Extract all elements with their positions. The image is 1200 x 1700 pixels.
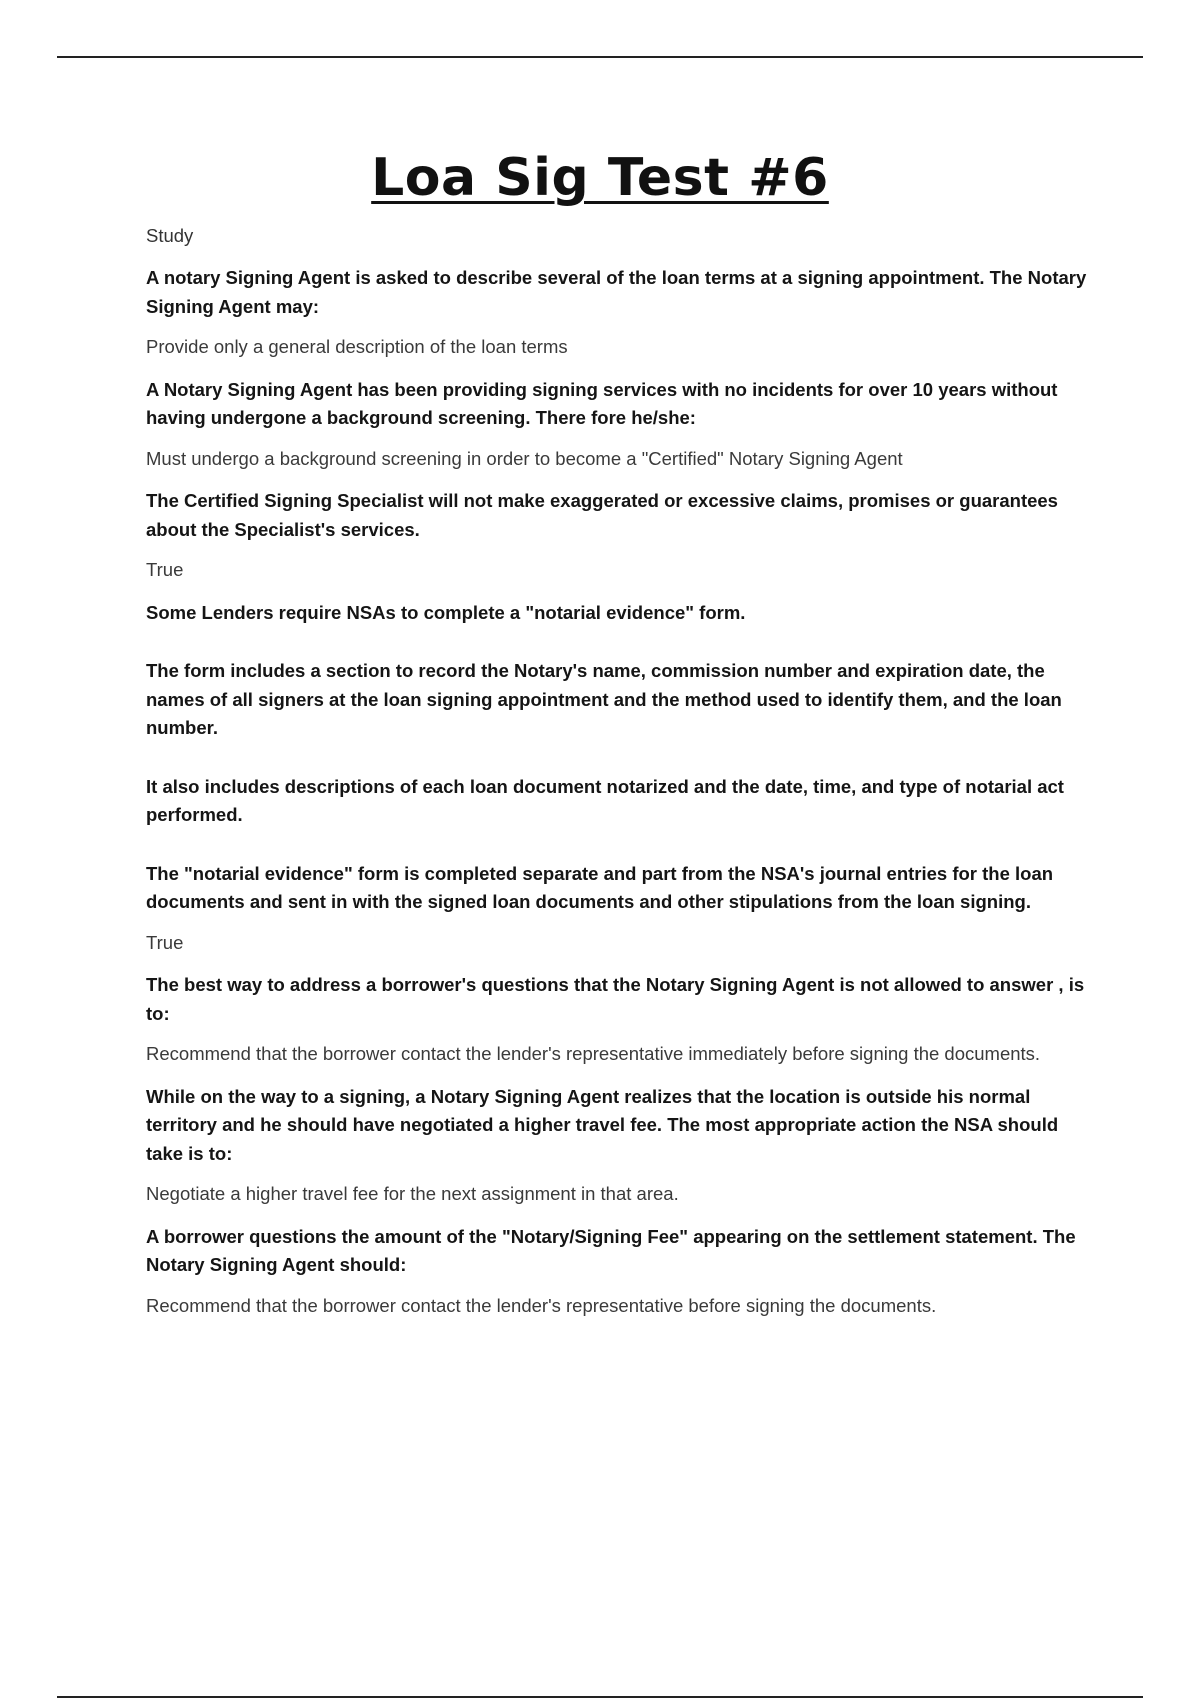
question-text: The form includes a section to record the Notary's name, commission number and expiration date, the names of all signers at the loan signing appointment and the method used to identify them, and the loan number. — [146, 660, 1062, 738]
question-6 — [146, 1083, 1096, 1169]
question-text: The "notarial evidence" form is completed separate and part from the NSA's journal entries for the loan documents and sent in with the signed loan documents and other stipulations from the loan signing. — [146, 862, 1054, 912]
question-text: The best way to address a borrower's questions that the Notary Signing Agent is not allowed to answer , is to: — [146, 974, 1085, 1024]
question-text: While on the way to a signing, a Notary Signing Agent realizes that the location is outside his normal territory and he should have negotiated a higher travel fee. The most appropriate action the NSA should take is to: — [146, 1085, 1059, 1164]
document-body — [146, 222, 1096, 1334]
answer-5: Recommend that the borrower contact the lender's representative immediately before signing the documents. — [146, 1043, 1041, 1064]
question-text: Some Lenders require NSAs to complete a "notarial evidence" form. — [146, 601, 746, 623]
question-1 — [146, 264, 1096, 321]
question-text: A borrower questions the amount of the "Notary/Signing Fee" appearing on the settlement statement. The Notary Signing Agent should: — [146, 1225, 1076, 1275]
question-3 — [146, 487, 1096, 544]
question-4 — [146, 599, 1096, 917]
question-7 — [146, 1223, 1096, 1280]
answer-2: Must undergo a background screening in order to become a "Certified" Notary Signing Agent — [146, 447, 903, 469]
answer-6: Negotiate a higher travel fee for the next assignment in that area. — [146, 1183, 679, 1204]
question-text: A notary Signing Agent is asked to describe several of the loan terms at a signing appointment. The Notary Signing Agent may: — [146, 267, 1087, 317]
question-2 — [146, 376, 1096, 433]
answer-4: True — [146, 931, 184, 953]
top-rule — [57, 56, 1143, 58]
question-text: The Certified Signing Specialist will not make exaggerated or excessive claims, promises or guarantees about the Specialist's services. — [146, 490, 1058, 540]
answer-3: True — [146, 559, 184, 580]
answer-1: Provide only a general description of the loan terms — [146, 336, 568, 357]
page-title-text: Loa Sig Test #6 — [371, 148, 829, 208]
bottom-rule — [57, 1696, 1143, 1698]
answer-7: Recommend that the borrower contact the lender's representative before signing the documents. — [146, 1294, 937, 1316]
subtitle: Study — [146, 225, 194, 246]
page-title — [0, 150, 1200, 207]
question-5 — [146, 971, 1096, 1028]
question-text: It also includes descriptions of each loan document notarized and the date, time, and type of notarial act performed. — [146, 775, 1064, 825]
question-text: A Notary Signing Agent has been providing signing services with no incidents for over 10 years without having undergone a background screening. There fore he/she: — [146, 378, 1058, 428]
